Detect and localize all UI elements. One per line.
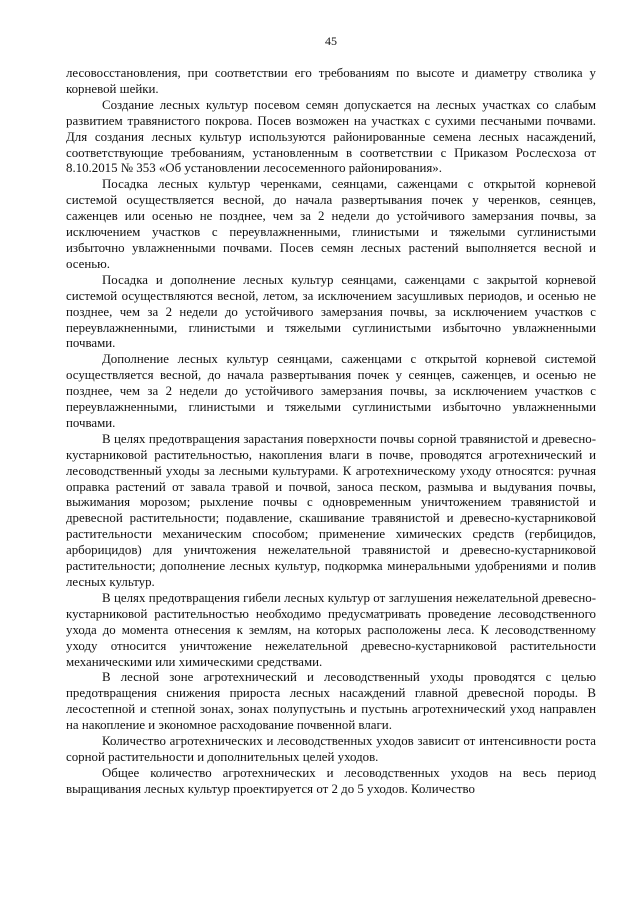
paragraph: Создание лесных культур посевом семян допускается на лесных участках со слабым развитием травянистого покрова. Посев возможен на участках с сухими песчаными почвами. Для создания лесных культур используются районированные семена лесных насаждений, соответствующие требованиям, установленным в соответствии с Приказом Рослесхоза от 8.10.2015 № 353 «Об установлении лесосеменного районирования». (66, 97, 596, 176)
paragraph: В целях предотвращения гибели лесных культур от заглушения нежелательной древесно-кустарниковой растительностью необходимо предусматривать проведение лесоводственного ухода до момента отнесения к землям, на которых расположены леса. К лесоводственному уходу относится уничтожение нежелательной древесно-кустарниковой растительности механическими или химическими средствами. (66, 590, 596, 669)
paragraph: Дополнение лесных культур сеянцами, саженцами с открытой корневой системой осуществляется весной, до начала развертывания почек у сеянцев, саженцев, и осенью не позднее, чем за 2 недели до устойчивого замерзания почвы, за исключением участков с переувлажненными, глинистыми и тяжелыми суглинистыми избыточно увлажненными почвами. (66, 352, 596, 430)
paragraph: Посадка и дополнение лесных культур сеянцами, саженцами с закрытой корневой системой осуществляются весной, летом, за исключением засушливых периодов, и осенью не позднее, чем за 2 недели до устойчивого замерзания почвы, за исключением участков с переувлажненными, глинистыми и тяжелыми суглинистыми избыточно увлажненными почвами. (66, 272, 596, 351)
body-text (66, 66, 596, 798)
paragraph: Количество агротехнических и лесоводственных уходов зависит от интенсивности роста сорной растительности и дополнительных целей уходов. (66, 734, 596, 764)
paragraph: В лесной зоне агротехнический и лесоводственный уходы проводятся с целью предотвращения снижения прироста лесных насаждений главной древесной породы. В лесостепной и степной зонах, зонах полупустынь и пустынь агротехнический уход направлен на накопление и экономное расходование почвенной влаги. (66, 670, 596, 733)
page-number: 45 (325, 34, 337, 48)
paragraph: Посадка лесных культур черенками, сеянцами, саженцами с открытой корневой системой осуществляется весной, до начала развертывания почек у черенков, сеянцев, саженцев или осенью не позднее, чем за 2 недели до устойчивого замерзания почвы, за исключением участков с переувлажненными, глинистыми и тяжелыми суглинистыми избыточно увлажненными почвами. Посев семян лесных растений выполняется весной и осенью. (66, 177, 596, 271)
paragraph-continued: лесовосстановления, при соответствии его требованиям по высоте и диаметру стволика у корневой шейки. (66, 66, 596, 96)
paragraph: Общее количество агротехнических и лесоводственных уходов на весь период выращивания лесных культур проектируется от 2 до 5 уходов. Количество (66, 765, 596, 796)
paragraph: В целях предотвращения зарастания поверхности почвы сорной травянистой и древесно-кустарниковой растительностью, накопления влаги в почве, проводятся агротехнический и лесоводственный уходы за лесными культурами. К агротехническому уходу относятся: ручная оправка растений от завала травой и почвой, заноса песком, размыва и выдувания почвы, выжимания морозом; рыхление почвы с одновременным уничтожением травянистой и древесной растительности; подавление, скашивание травянистой и древесно-кустарниковой растительности механическим способом; применение химических средств (гербицидов, арборицидов) для уничтожения нежелательной травянистой и древесно-кустарниковой растительности; дополнение лесных культур, подкормка минеральными удобрениями и полив лесных культур. (66, 431, 596, 589)
